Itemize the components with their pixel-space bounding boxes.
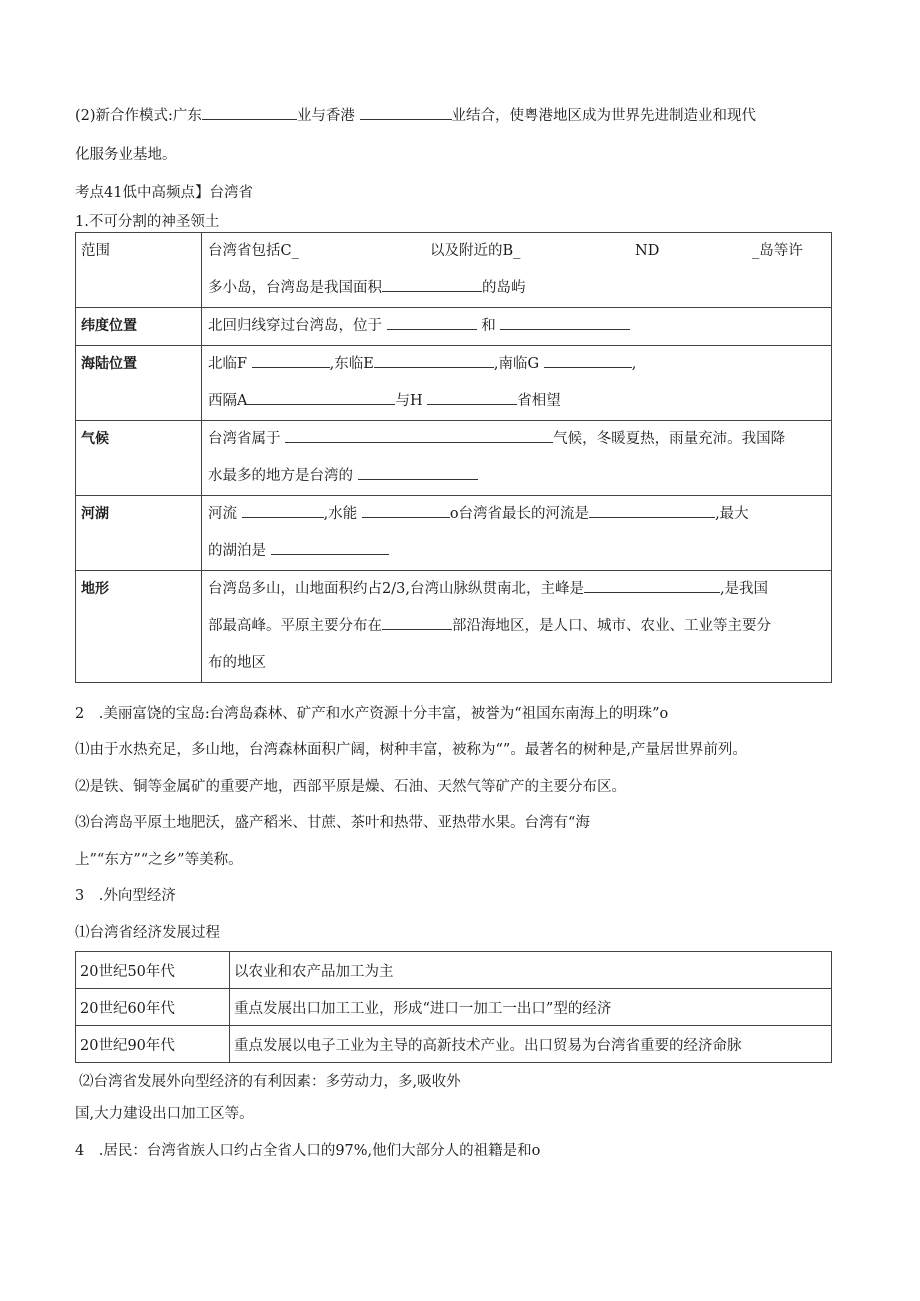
answer-blank[interactable] xyxy=(360,106,452,120)
desc-cell: 重点发展以电子工业为主导的高新技术产业。出口贸易为台湾省重要的经济命脉 xyxy=(230,1026,832,1063)
intro-line-2: 化服务业基地。 xyxy=(75,147,177,163)
section-heading: 考点41低中高频点】台湾省 xyxy=(75,185,253,201)
answer-blank[interactable] xyxy=(374,354,494,368)
desc-cell: 重点发展出口加工工业，形成“进口一加工一出口”型的经济 xyxy=(230,989,832,1026)
desc-cell: 以农业和农产品加工为主 xyxy=(230,952,832,989)
section-2-para-1: ⑴由于水热充足，多山地，台湾森林面积广阔，树种丰富，被称为“”。最著名的树种是,产量居世界前列。 xyxy=(75,742,747,758)
table-row xyxy=(76,1026,832,1063)
row-key: 范围 xyxy=(76,233,202,308)
intro-text-a: (2)新合作模式:广东 xyxy=(75,108,202,124)
answer-blank[interactable] xyxy=(387,316,477,330)
row-value: 台湾省属于 气候，冬暖夏热，雨量充沛。我国降 水最多的地方是台湾的 xyxy=(202,421,832,496)
answer-blank[interactable] xyxy=(382,278,482,292)
intro-line-1 xyxy=(75,104,756,125)
section-3-para-2a: ⑵台湾省发展外向型经济的有利因素：多劳动力，多,吸收外 xyxy=(79,1074,461,1090)
answer-blank[interactable] xyxy=(252,354,330,368)
row-value: 河流 ,水能 o台湾省最长的河流是 ,最大 的湖泊是 xyxy=(202,496,832,571)
answer-blank[interactable] xyxy=(584,579,720,593)
row-key: 地形 xyxy=(76,571,202,683)
answer-blank[interactable] xyxy=(589,504,715,518)
answer-blank[interactable] xyxy=(285,429,553,443)
table-row xyxy=(76,989,832,1026)
table-row xyxy=(76,233,832,308)
era-cell: 20世纪50年代 xyxy=(76,952,230,989)
table-row xyxy=(76,346,832,421)
section-2-para-3b: 上”“东方”“之乡”等美称。 xyxy=(75,852,243,868)
row-value: 台湾岛多山，山地面积约占2/3,台湾山脉纵贯南北，主峰是 ,是我国 部最高峰。平原主要分布在 部沿海地区，是人口、城市、农业、工业等主要分 布的地区 xyxy=(202,571,832,683)
answer-blank[interactable] xyxy=(382,616,452,630)
row-value: 台湾省包括C_ 以及附近的B_ ND _岛等许 多小岛，台湾岛是我国面积 的岛屿 xyxy=(202,233,832,308)
taiwan-facts-table xyxy=(75,232,832,683)
row-key: 河湖 xyxy=(76,496,202,571)
answer-blank[interactable] xyxy=(271,541,389,555)
table-row xyxy=(76,952,832,989)
section-2-para-3a: ⑶台湾岛平原土地肥沃，盛产稻米、甘蔗、茶叶和热带、亚热带水果。台湾有“海 xyxy=(75,815,590,831)
table-row xyxy=(76,571,832,683)
row-key: 气候 xyxy=(76,421,202,496)
answer-blank[interactable] xyxy=(427,391,517,405)
economy-timeline-table xyxy=(75,951,832,1063)
row-value: 北回归线穿过台湾岛，位于 和 xyxy=(202,308,832,346)
answer-blank[interactable] xyxy=(358,466,478,480)
answer-blank[interactable] xyxy=(500,316,630,330)
section-3-subtitle: ⑴台湾省经济发展过程 xyxy=(75,925,220,941)
table-row xyxy=(76,308,832,346)
subsection-1-title: 1.不可分割的神圣领土 xyxy=(75,214,220,230)
section-3-para-2b: 国,大力建设出口加工区等。 xyxy=(75,1106,254,1122)
era-cell: 20世纪90年代 xyxy=(76,1026,230,1063)
table-row xyxy=(76,421,832,496)
row-key: 纬度位置 xyxy=(76,308,202,346)
section-2-para-2: ⑵是铁、铜等金属矿的重要产地，西部平原是燥、石油、天然气等矿产的主要分布区。 xyxy=(75,779,626,795)
answer-blank[interactable] xyxy=(202,106,297,120)
table-row xyxy=(76,496,832,571)
answer-blank[interactable] xyxy=(247,391,395,405)
answer-blank[interactable] xyxy=(544,354,632,368)
era-cell: 20世纪60年代 xyxy=(76,989,230,1026)
intro-text-b: 业与香港 xyxy=(296,108,355,124)
section-2-title: 2 .美丽富饶的宝岛:台湾岛森林、矿产和水产资源十分丰富，被誉为“祖国东南海上的明珠”o xyxy=(75,706,669,722)
answer-blank[interactable] xyxy=(242,504,324,518)
row-key: 海陆位置 xyxy=(76,346,202,421)
section-4-title: 4 .居民：台湾省族人口约占全省人口的97%,他们大部分人的祖籍是和o xyxy=(75,1143,541,1159)
intro-text-c: 业结合，使粤港地区成为世界先进制造业和现代 xyxy=(451,108,757,124)
row-value: 北临F ,东临E ,南临G , 西隔A 与H 省相望 xyxy=(202,346,832,421)
section-3-title: 3 .外向型经济 xyxy=(75,888,176,904)
answer-blank[interactable] xyxy=(362,504,450,518)
